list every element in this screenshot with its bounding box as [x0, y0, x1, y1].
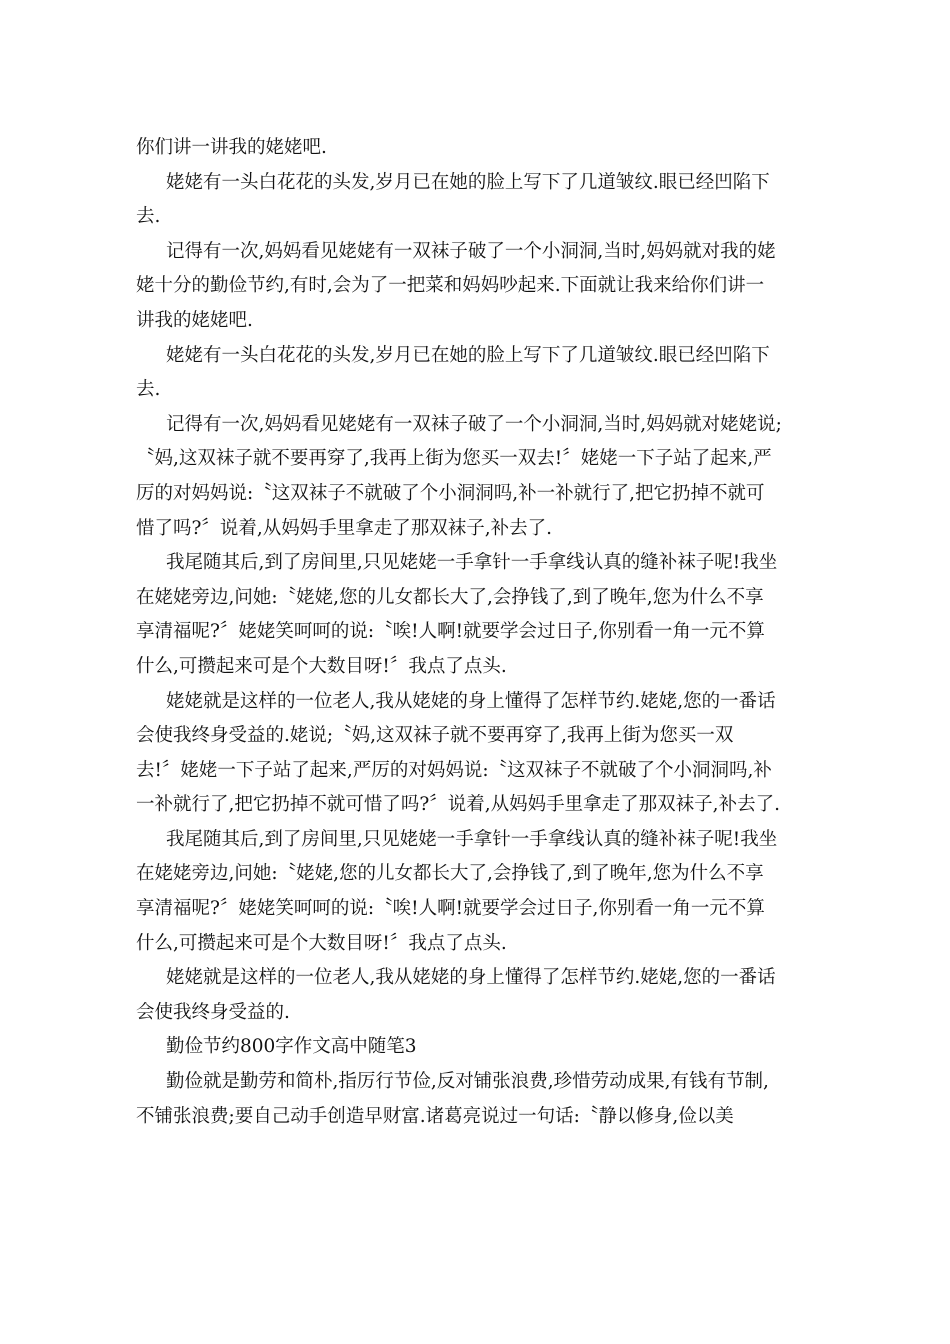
text-line: 姥姥就是这样的一位老人,我从姥姥的身上懂得了怎样节约.姥姥,您的一番话 [166, 967, 776, 989]
text-line: 记得有一次,妈妈看见姥姥有一双袜子破了一个小洞洞,当时,妈妈就对姥姥说; [166, 413, 782, 435]
text-line: 你们讲一讲我的姥姥吧. [136, 137, 327, 158]
text-line: 姥姥有一头白花花的头发,岁月已在她的脸上写下了几道皱纹.眼已经凹陷下 [166, 344, 770, 366]
text-line: 会使我终身受益的.姥说;〝妈,这双袜子就不要再穿了,我再上街为您买一双 [136, 725, 734, 747]
text-line: 什么,可攒起来可是个大数目呀!〞我点了点头. [136, 932, 507, 954]
text-line: 我尾随其后,到了房间里,只见姥姥一手拿针一手拿线认真的缝补袜子呢!我坐 [166, 552, 778, 574]
text-line: 〝妈,这双袜子就不要再穿了,我再上街为您买一双去!〞姥姥一下子站了起来,严 [136, 448, 772, 470]
text-line: 讲我的姥姥吧. [136, 309, 253, 331]
text-line: 什么,可攒起来可是个大数目呀!〞我点了点头. [136, 655, 507, 677]
text-line: 厉的对妈妈说:〝这双袜子不就破了个小洞洞吗,补一补就行了,把它扔掉不就可 [136, 482, 765, 504]
text-line: 惜了吗?〞说着,从妈妈手里拿走了那双袜子,补去了. [136, 517, 553, 539]
text-line: 去. [136, 206, 161, 228]
text-line: 勤俭就是勤劳和简朴,指厉行节俭,反对铺张浪费,珍惜劳动成果,有钱有节制, [166, 1071, 769, 1093]
text-line: 在姥姥旁边,问她:〝姥姥,您的儿女都长大了,会挣钱了,到了晚年,您为什么不享 [136, 586, 764, 608]
text-line: 会使我终身受益的. [136, 1001, 290, 1023]
text-line: 在姥姥旁边,问她:〝姥姥,您的儿女都长大了,会挣钱了,到了晚年,您为什么不享 [136, 863, 764, 885]
document-body [136, 131, 816, 1134]
text-line: 去. [136, 379, 161, 401]
text-line: 去!〞姥姥一下子站了起来,严厉的对妈妈说:〝这双袜子不就破了个小洞洞吗,补 [136, 759, 772, 781]
text-line: 姥姥就是这样的一位老人,我从姥姥的身上懂得了怎样节约.姥姥,您的一番话 [166, 690, 776, 712]
text-line: 姥姥有一头白花花的头发,岁月已在她的脸上写下了几道皱纹.眼已经凹陷下 [166, 171, 770, 193]
text-line: 记得有一次,妈妈看见姥姥有一双袜子破了一个小洞洞,当时,妈妈就对我的姥 [166, 240, 776, 262]
text-line: 我尾随其后,到了房间里,只见姥姥一手拿针一手拿线认真的缝补袜子呢!我坐 [166, 828, 778, 850]
text-line: 一补就行了,把它扔掉不就可惜了吗?〞说着,从妈妈手里拿走了那双袜子,补去了. [136, 794, 780, 816]
text-line: 勤俭节约800字作文高中随笔3 [166, 1036, 417, 1058]
text-line: 姥十分的勤俭节约,有时,会为了一把菜和妈妈吵起来.下面就让我来给你们讲一 [136, 275, 765, 297]
text-line: 享清福呢?〞姥姥笑呵呵的说:〝唉!人啊!就要学会过日子,你别看一角一元不算 [136, 621, 765, 643]
text-line: 享清福呢?〞姥姥笑呵呵的说:〝唉!人啊!就要学会过日子,你别看一角一元不算 [136, 898, 765, 920]
text-line: 不铺张浪费;要自己动手创造早财富.诸葛亮说过一句话:〝静以修身,俭以美 [136, 1105, 734, 1127]
